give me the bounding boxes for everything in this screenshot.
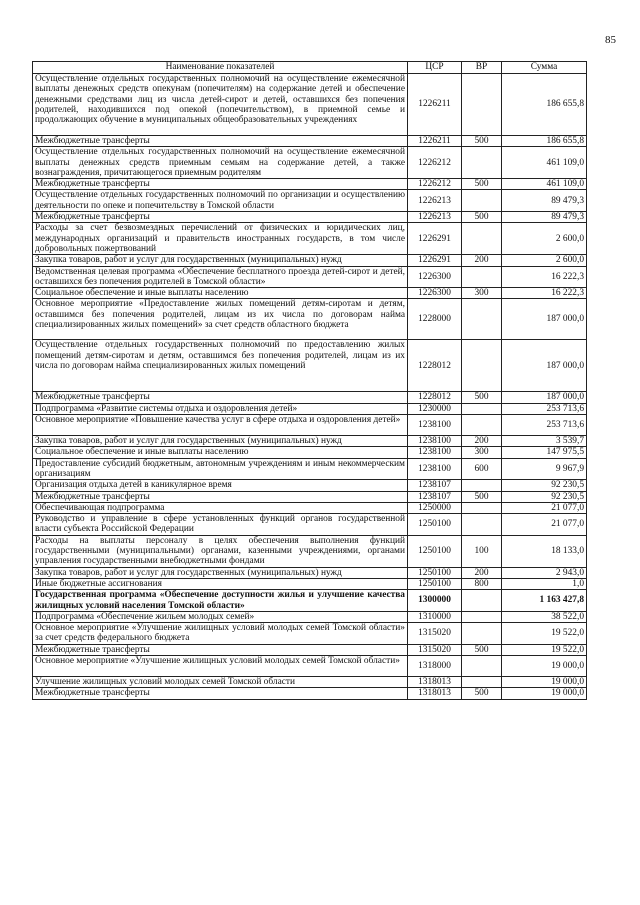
row-vr-code: 100 [462,535,502,567]
table-row [33,136,587,147]
table-row [33,392,587,403]
table-row [33,491,587,502]
row-name: Государственная программа «Обеспечение доступности жилья и улучшение качества жилищных условий населения Томской области» [33,590,408,612]
page-number: 85 [605,34,616,46]
table-row [33,447,587,458]
row-vr-code [462,676,502,687]
row-name: Межбюджетные трансферты [33,212,408,223]
row-name: Межбюджетные трансферты [33,179,408,190]
row-vr-code: 500 [462,212,502,223]
row-sum: 461 109,0 [502,179,587,190]
row-name: Межбюджетные трансферты [33,136,408,147]
table-row [33,623,587,645]
row-name: Осуществление отдельных государственных полномочий на осуществление ежемесячной выплаты денежных средств опекунам (попечителям) на содержание детей и обеспечение денежными средствами лиц из числа детей-сирот и детей, оставшихся без попечения родителей, находившихся под опекой (попечительством), в приемной семье и продолжающих обучение в муниципальных общеобразовательных учреждениях [33,74,408,136]
table-row [33,514,587,536]
row-csr-code: 1228012 [408,340,462,392]
row-csr-code: 1238100 [408,458,462,480]
row-name: Закупка товаров, работ и услуг для государственных (муниципальных) нужд [33,567,408,578]
row-sum: 253 713,6 [502,403,587,414]
row-sum: 19 000,0 [502,676,587,687]
row-name: Подпрограмма «Обеспечение жильем молодых семей» [33,611,408,622]
row-sum: 9 967,9 [502,458,587,480]
row-vr-code: 800 [462,578,502,589]
row-name: Расходы на выплаты персоналу в целях обеспечения выполнения функций государственными (муниципальными) органами, казенными учреждениями, органами управления государственными внебюджетными фондами [33,535,408,567]
row-vr-code [462,480,502,491]
row-sum: 187 000,0 [502,299,587,340]
table-row [33,403,587,414]
row-sum: 16 222,3 [502,288,587,299]
row-csr-code: 1228000 [408,299,462,340]
row-name: Улучшение жилищных условий молодых семей Томской области [33,676,408,687]
row-vr-code: 500 [462,392,502,403]
row-csr-code: 1318013 [408,688,462,699]
row-csr-code: 1226300 [408,288,462,299]
row-vr-code [462,74,502,136]
table-row [33,190,587,212]
row-csr-code: 1310000 [408,611,462,622]
row-sum: 92 230,5 [502,480,587,491]
row-vr-code [462,590,502,612]
row-csr-code: 1315020 [408,623,462,645]
row-csr-code: 1226213 [408,190,462,212]
row-csr-code: 1238107 [408,480,462,491]
header-sum: Сумма [502,62,587,74]
row-name: Основное мероприятие «Повышение качества услуг в сфере отдыха и оздоровления детей» [33,415,408,436]
budget-table [32,61,587,700]
row-sum: 19 000,0 [502,655,587,676]
header-name: Наименование показателей [33,62,408,74]
row-vr-code [462,655,502,676]
row-name: Осуществление отдельных государственных полномочий по предоставлению жилых помещений детям-сиротам и детям, оставшимся без попечения родителей, лицам из их числа по договорам найма специализированных жилых помещений [33,340,408,392]
table-row [33,266,587,288]
header-vr: ВР [462,62,502,74]
table-row [33,415,587,436]
row-csr-code: 1226291 [408,223,462,255]
row-vr-code [462,611,502,622]
row-name: Руководство и управление в сфере установленных функций органов государственной власти субъекта Российской Федерации [33,514,408,536]
row-name: Основное мероприятие «Предоставление жилых помещений детям-сиротам и детям, оставшимся без попечения родителей, лицам из их числа по договорам найма специализированных жилых помещений» за счет средств областного бюджета [33,299,408,340]
row-csr-code: 1315020 [408,644,462,655]
row-sum: 89 479,3 [502,212,587,223]
table-header-row [33,62,587,74]
row-csr-code: 1250100 [408,578,462,589]
table-row [33,458,587,480]
row-sum: 89 479,3 [502,190,587,212]
row-vr-code: 200 [462,436,502,447]
row-vr-code [462,299,502,340]
row-sum: 461 109,0 [502,147,587,179]
table-row [33,299,587,340]
table-row [33,212,587,223]
row-sum: 186 655,8 [502,74,587,136]
row-sum: 3 539,7 [502,436,587,447]
table-row [33,567,587,578]
row-name: Закупка товаров, работ и услуг для государственных (муниципальных) нужд [33,436,408,447]
row-csr-code: 1250000 [408,502,462,513]
row-csr-code: 1226211 [408,74,462,136]
row-vr-code [462,223,502,255]
row-vr-code: 500 [462,688,502,699]
row-vr-code [462,266,502,288]
row-name: Основное мероприятие «Улучшение жилищных условий молодых семей Томской области» [33,655,408,676]
row-sum: 21 077,0 [502,502,587,513]
row-vr-code: 500 [462,179,502,190]
row-csr-code: 1318000 [408,655,462,676]
table-row [33,655,587,676]
row-csr-code: 1230000 [408,403,462,414]
table-row [33,223,587,255]
row-sum: 18 133,0 [502,535,587,567]
row-sum: 38 522,0 [502,611,587,622]
row-name: Осуществление отдельных государственных полномочий по организации и осуществлению деятельности по опеке и попечительству в Томской области [33,190,408,212]
row-name: Межбюджетные трансферты [33,392,408,403]
row-name: Расходы за счет безвозмездных перечислений от физических и юридических лиц, международных организаций и правительств иностранных государств, в том числе добровольных пожертвований [33,223,408,255]
row-name: Ведомственная целевая программа «Обеспечение бесплатного проезда детей-сирот и детей, оставшихся без попечения родителей в Томской области» [33,266,408,288]
row-csr-code: 1238100 [408,436,462,447]
row-name: Межбюджетные трансферты [33,491,408,502]
row-name: Социальное обеспечение и иные выплаты населению [33,288,408,299]
table-row [33,535,587,567]
table-row [33,578,587,589]
row-csr-code: 1238100 [408,415,462,436]
row-vr-code [462,340,502,392]
row-csr-code: 1226291 [408,255,462,266]
row-vr-code: 500 [462,136,502,147]
row-vr-code: 200 [462,567,502,578]
row-vr-code [462,147,502,179]
row-csr-code: 1238100 [408,447,462,458]
row-sum: 21 077,0 [502,514,587,536]
table-row [33,340,587,392]
row-csr-code: 1238107 [408,491,462,502]
table-row [33,590,587,612]
row-name: Осуществление отдельных государственных полномочий на осуществление ежемесячной выплаты денежных средств приемным семьям на содержание детей, а также вознаграждения, причитающегося приемным родителям [33,147,408,179]
row-csr-code: 1226300 [408,266,462,288]
row-vr-code [462,190,502,212]
table-row [33,688,587,699]
table-row [33,255,587,266]
row-csr-code: 1250100 [408,514,462,536]
row-name: Подпрограмма «Развитие системы отдыха и оздоровления детей» [33,403,408,414]
row-sum: 16 222,3 [502,266,587,288]
header-csr: ЦСР [408,62,462,74]
table-row [33,147,587,179]
row-name: Иные бюджетные ассигнования [33,578,408,589]
row-name: Социальное обеспечение и иные выплаты населению [33,447,408,458]
row-csr-code: 1300000 [408,590,462,612]
row-csr-code: 1226212 [408,147,462,179]
row-sum: 19 522,0 [502,644,587,655]
row-name: Межбюджетные трансферты [33,644,408,655]
row-sum: 1 163 427,8 [502,590,587,612]
row-csr-code: 1226211 [408,136,462,147]
row-sum: 19 000,0 [502,688,587,699]
row-sum: 186 655,8 [502,136,587,147]
row-sum: 2 600,0 [502,255,587,266]
row-csr-code: 1250100 [408,535,462,567]
row-name: Межбюджетные трансферты [33,688,408,699]
row-name: Обеспечивающая подпрограмма [33,502,408,513]
row-csr-code: 1228012 [408,392,462,403]
row-vr-code [462,514,502,536]
table-row [33,676,587,687]
row-csr-code: 1226213 [408,212,462,223]
row-sum: 1,0 [502,578,587,589]
row-vr-code: 500 [462,491,502,502]
row-sum: 92 230,5 [502,491,587,502]
row-vr-code [462,415,502,436]
row-sum: 187 000,0 [502,340,587,392]
row-vr-code: 300 [462,447,502,458]
row-sum: 147 975,5 [502,447,587,458]
table-row [33,436,587,447]
row-name: Организация отдыха детей в каникулярное время [33,480,408,491]
row-sum: 2 600,0 [502,223,587,255]
row-sum: 19 522,0 [502,623,587,645]
row-vr-code [462,403,502,414]
row-vr-code [462,502,502,513]
table-row [33,179,587,190]
row-name: Предоставление субсидий бюджетным, автономным учреждениям и иным некоммерческим организациям [33,458,408,480]
row-vr-code: 600 [462,458,502,480]
table-row [33,288,587,299]
table-row [33,502,587,513]
table-row [33,611,587,622]
table-row [33,74,587,136]
row-sum: 2 943,0 [502,567,587,578]
table-row [33,480,587,491]
row-name: Основное мероприятие «Улучшение жилищных условий молодых семей Томской области» за счет средств федерального бюджета [33,623,408,645]
row-sum: 253 713,6 [502,415,587,436]
row-vr-code: 500 [462,644,502,655]
row-csr-code: 1318013 [408,676,462,687]
row-csr-code: 1250100 [408,567,462,578]
row-vr-code: 300 [462,288,502,299]
row-csr-code: 1226212 [408,179,462,190]
row-vr-code: 200 [462,255,502,266]
table-row [33,644,587,655]
row-vr-code [462,623,502,645]
row-sum: 187 000,0 [502,392,587,403]
row-name: Закупка товаров, работ и услуг для государственных (муниципальных) нужд [33,255,408,266]
